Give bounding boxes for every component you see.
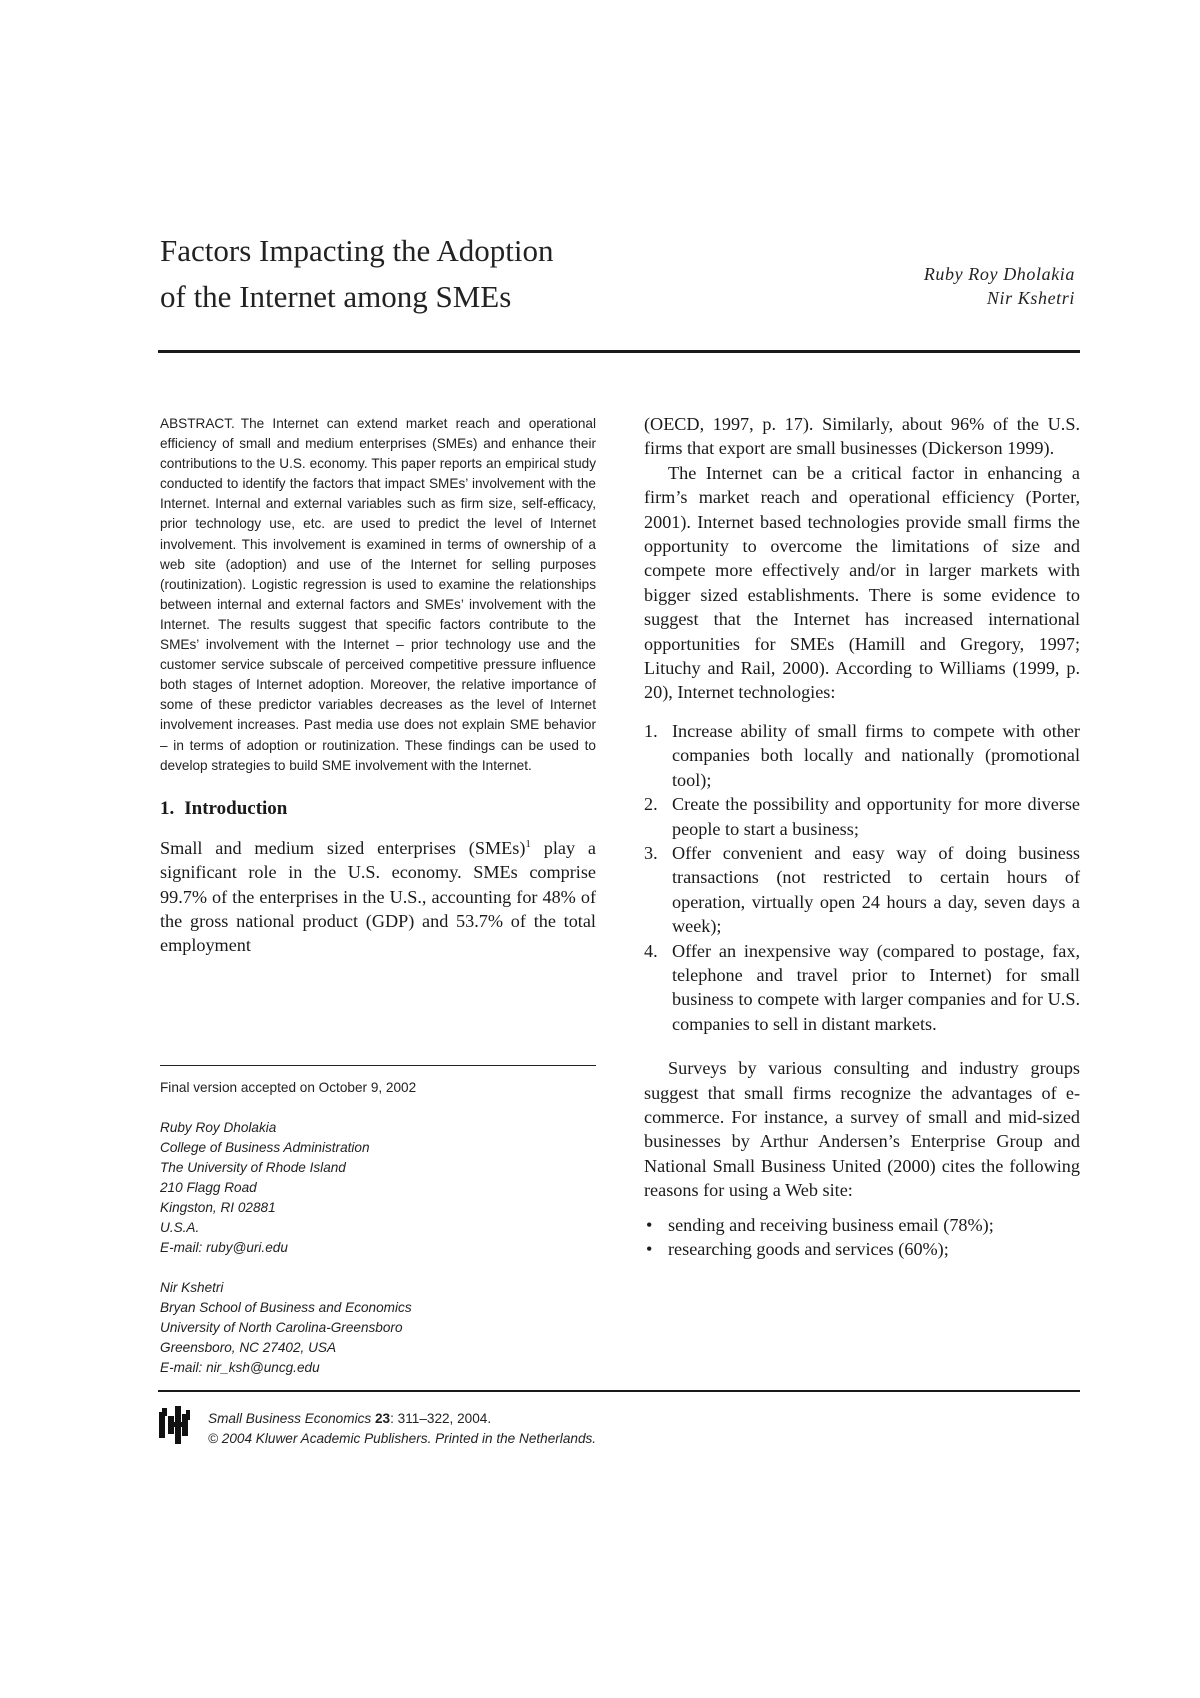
abstract bbox=[160, 414, 596, 776]
list-item: 4. Offer an inexpensive way (compared to postage, fax, telephone and travel prior to Internet) for small business to compete with larger companies and for U.S. companies to sell in distant markets. bbox=[644, 940, 1080, 1034]
list-item: 1. Increase ability of small firms to compete with other companies both locally and nationally (promotional tool); bbox=[644, 720, 1080, 790]
copyright-notice: © 2004 Kluwer Academic Publishers. Printed in the Netherlands. bbox=[208, 1431, 597, 1446]
author-name: Nir Kshetri bbox=[986, 288, 1075, 308]
journal-citation bbox=[208, 1409, 596, 1449]
list-item: 3. Offer convenient and easy way of doing business transactions (not restricted to certain hours of operation, virtually open 24 hours a day, seven days a week); bbox=[644, 842, 1080, 937]
author-email: E-mail: ruby@uri.edu bbox=[160, 1240, 288, 1255]
body-paragraph: The Internet can be a critical factor in enhancing a firm’s market reach and operational efficiency (Porter, 2001). Internet based technologies provide small firms the opportunity to overcome the limitations of size and compete more effectively and/or in larger markets with bigger sized establishments. There is some evidence to suggest that the Internet has increased international opportunities for SMEs (Hamill and Gregory, 1997; Lituchy and Rail, 2000). According to Williams (1999, p. 20), Internet technologies: bbox=[644, 462, 1080, 703]
left-column bbox=[160, 414, 596, 958]
section-title: Introduction bbox=[184, 797, 288, 819]
section-heading-introduction bbox=[160, 798, 596, 820]
intro-paragraph: Small and medium sized enterprises (SMEs)$^1$ play a significant role in the U.S. economy. SMEs comprise 99.7% of the enterprises in the U.S., accounting for 48% of the gross national product (GDP) and 53.7% of the total employment bbox=[160, 837, 596, 956]
acceptance-note: Final version accepted on October 9, 2002 bbox=[160, 1080, 417, 1095]
body-paragraph: Surveys by various consulting and industry groups suggest that small firms recognize the advantages of e-commerce. For instance, a survey of small and mid-sized businesses by Arthur Andersen’s Enterprise Group and National Small Business United (2000) cites the following reasons for using a Web site: bbox=[644, 1058, 1080, 1201]
footer-divider bbox=[158, 1390, 1080, 1392]
author-list bbox=[775, 262, 1075, 310]
author-email: E-mail: nir_ksh@uncg.edu bbox=[160, 1360, 320, 1375]
journal-name: Small Business Economics bbox=[208, 1411, 372, 1426]
journal-pages: : 311–322, 2004. bbox=[390, 1411, 492, 1426]
section-number: 1. bbox=[160, 797, 175, 819]
body-paragraph: (OECD, 1997, p. 17). Similarly, about 96% of the U.S. firms that export are small businesses (Dickerson 1999). bbox=[644, 414, 1080, 459]
title-line-1: Factors Impacting the Adoption bbox=[160, 233, 554, 268]
list-item: 2. Create the possibility and opportunity for more diverse people to start a business; bbox=[644, 794, 1080, 839]
author-address-1: Ruby Roy Dholakia College of Business Administration The University of Rhode Island 210 Flagg Road Kingston, RI 02881 U.S.A. E-mail: ruby@uri.edu bbox=[160, 1118, 596, 1258]
bullet-list bbox=[644, 1213, 1080, 1262]
journal-volume: 23 bbox=[374, 1411, 391, 1426]
abstract-label: ABSTRACT. bbox=[160, 416, 235, 431]
publisher-logo-icon bbox=[159, 1406, 191, 1444]
footnote-block bbox=[160, 1078, 596, 1398]
right-column bbox=[644, 412, 1080, 1261]
numbered-list bbox=[644, 719, 1080, 1036]
title-line-2: of the Internet among SMEs bbox=[160, 279, 512, 314]
bullet-icon: • bbox=[646, 1239, 653, 1259]
bullet-icon: • bbox=[646, 1214, 653, 1235]
paper-title bbox=[160, 228, 660, 320]
list-item: • researching goods and services (60%); bbox=[644, 1237, 1080, 1261]
abstract-text: The Internet can extend market reach and operational efficiency of small and medium enterprises (SMEs) and enhance their contributions to the U.S. economy. This paper reports an empirical study conducted to identify the factors that impact SMEs’ involvement with the Internet. Internal and external variables such as firm size, self-efficacy, prior technology use, etc. are used to predict the level of Internet involvement. This involvement is examined in terms of ownership of a web site (adoption) and use of the Internet for selling purposes (routinization). Logistic regression is used to examine the relationships between internal and external factors and SMEs’ involvement with the Internet. The results suggest that specific factors contribute to the SMEs’ involvement with the Internet – prior technology use and the customer service subscale of perceived competitive pressure influence both stages of Internet adoption. Moreover, the relative importance of some of these predictor variables decreases as the level of Internet involvement increases. Past media use does not explain SME behavior – in terms of adoption or routinization. These findings can be used to develop strategies to build SME involvement with the Internet. bbox=[160, 416, 596, 773]
author-address-2: Nir Kshetri Bryan School of Business and Economics University of North Carolina-Greensboro Greensboro, NC 27402, USA E-mail: nir_ksh@uncg.edu bbox=[160, 1278, 596, 1378]
author-name: Ruby Roy Dholakia bbox=[923, 264, 1075, 284]
list-item: • sending and receiving business email (78%); bbox=[644, 1213, 1080, 1237]
header-divider bbox=[158, 350, 1080, 353]
footnote-divider bbox=[160, 1065, 596, 1066]
footnote-marker: 1 bbox=[525, 837, 531, 850]
